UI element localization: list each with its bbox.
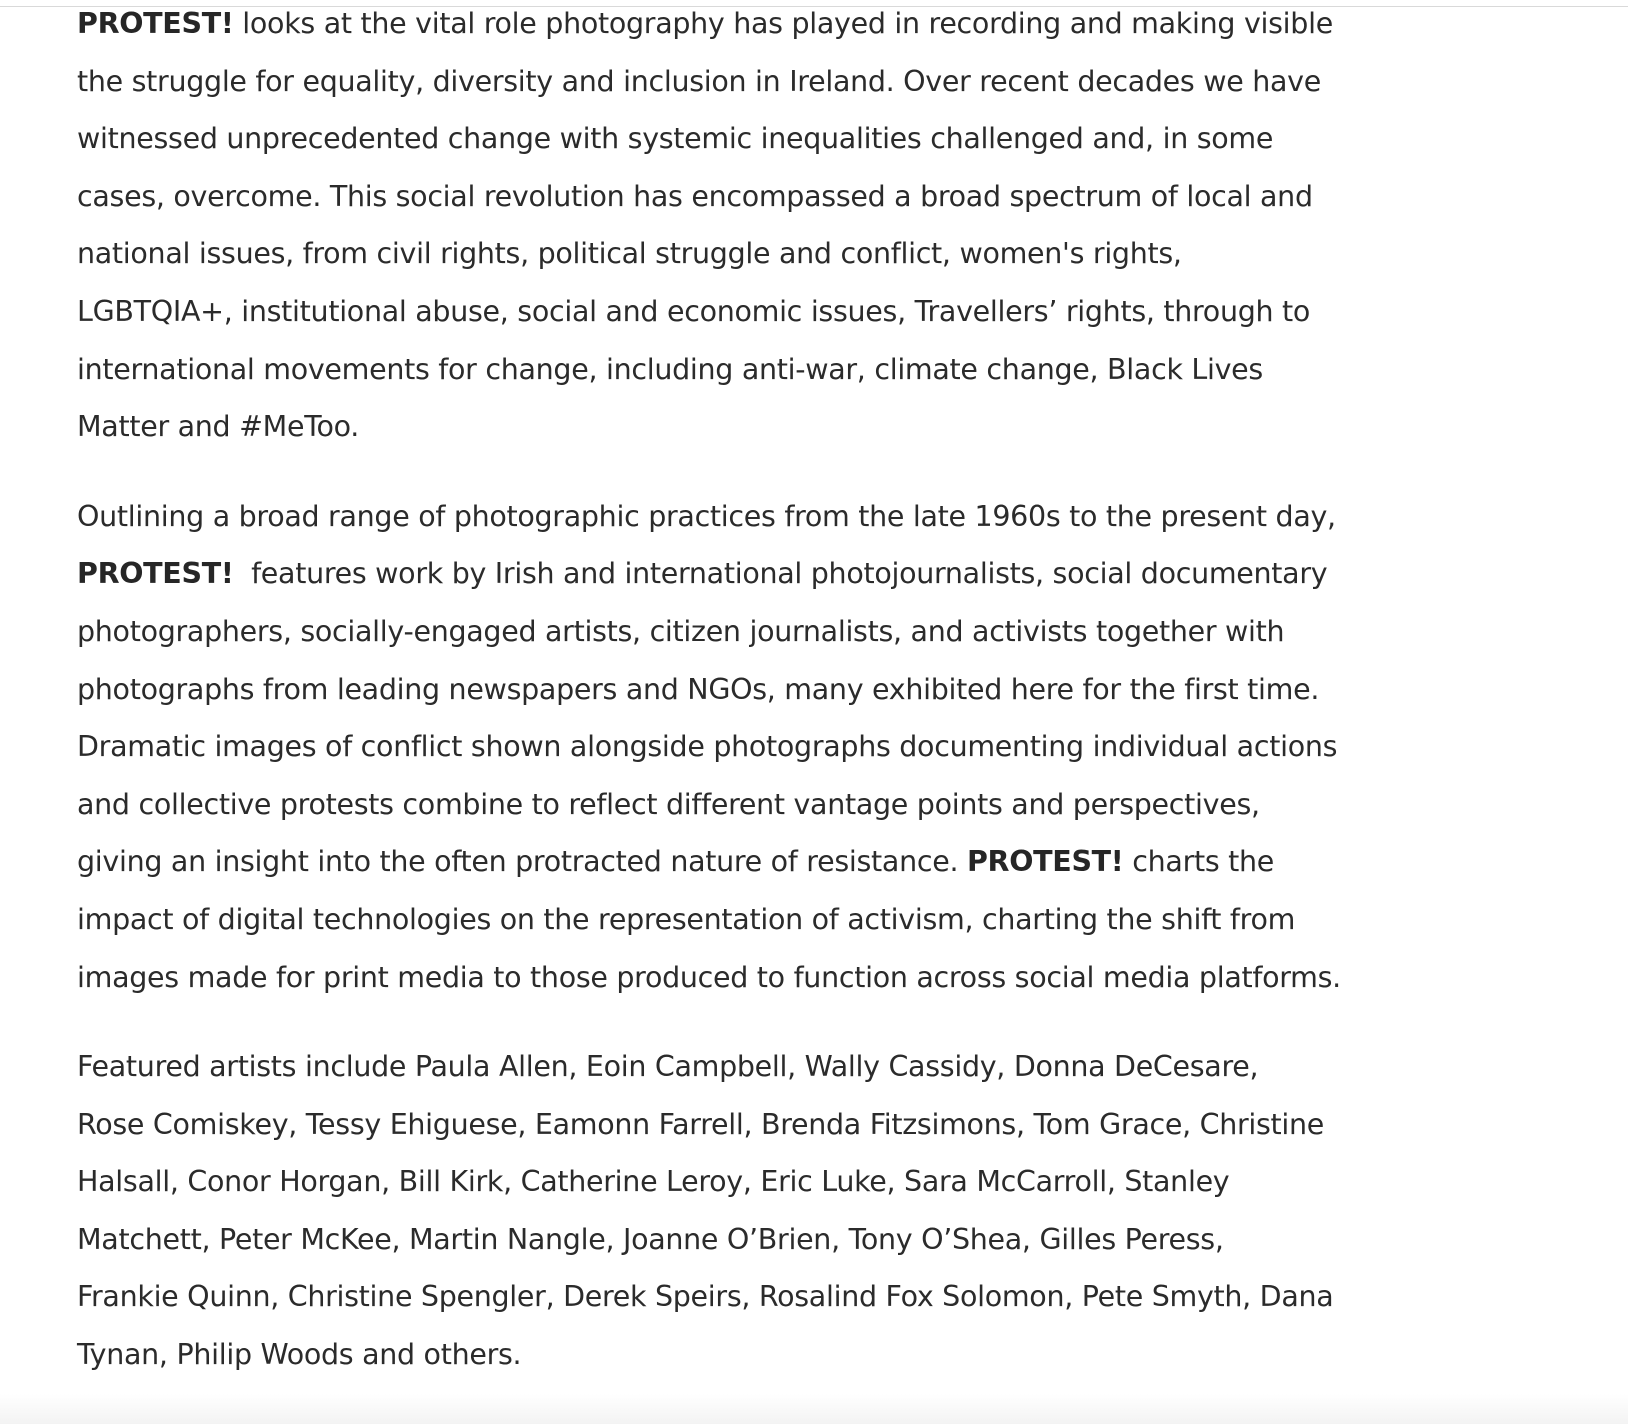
text-line: images made for print media to those produced to function across social media platforms. bbox=[77, 960, 1341, 994]
text-line: impact of digital technologies on the representation of activism, charting the shift from bbox=[77, 902, 1296, 936]
text-line: photographs from leading newspapers and NGOs, many exhibited here for the first time. bbox=[77, 672, 1320, 706]
featured-artists-paragraph bbox=[77, 1038, 1407, 1384]
protest-title-bold: PROTEST! bbox=[966, 845, 1124, 879]
bottom-edge-shadow bbox=[0, 1394, 1628, 1424]
text-line: Outlining a broad range of photographic practices from the late 1960s to the present day, bbox=[77, 499, 1336, 533]
text-line: PROTEST! looks at the vital role photography has played in recording and making visible bbox=[77, 7, 1333, 40]
text-line: LGBTQIA+, institutional abuse, social and economic issues, Travellers’ rights, through to bbox=[77, 294, 1311, 328]
text-line: cases, overcome. This social revolution has encompassed a broad spectrum of local and bbox=[77, 179, 1313, 213]
text-line: Halsall, Conor Horgan, Bill Kirk, Catherine Leroy, Eric Luke, Sara McCarroll, Stanley bbox=[77, 1165, 1230, 1199]
text-line: Matter and #MeToo. bbox=[77, 410, 359, 444]
text-line: Matchett, Peter McKee, Martin Nangle, Joanne O’Brien, Tony O’Shea, Gilles Peress, bbox=[77, 1222, 1224, 1256]
intro-paragraph bbox=[77, 0, 1407, 456]
text-line: Featured artists include Paula Allen, Eoin Campbell, Wally Cassidy, Donna DeCesare, bbox=[77, 1050, 1259, 1084]
text-line: witnessed unprecedented change with systemic inequalities challenged and, in some bbox=[77, 122, 1274, 156]
text-line: PROTEST! features work by Irish and international photojournalists, social documentary bbox=[77, 557, 1328, 591]
text-line: international movements for change, including anti-war, climate change, Black Lives bbox=[77, 352, 1263, 386]
text-line: giving an insight into the often protracted nature of resistance. PROTEST! charts the bbox=[77, 845, 1275, 879]
protest-title-bold: PROTEST! bbox=[77, 557, 234, 591]
text-line: photographers, socially-engaged artists, citizen journalists, and activists together with bbox=[77, 614, 1285, 648]
text-line: Frankie Quinn, Christine Spengler, Derek Speirs, Rosalind Fox Solomon, Pete Smyth, Dana bbox=[77, 1280, 1334, 1314]
text-line: Rose Comiskey, Tessy Ehiguese, Eamonn Farrell, Brenda Fitzsimons, Tom Grace, Christine bbox=[77, 1107, 1325, 1141]
article-body bbox=[77, 0, 1407, 1384]
protest-title-bold: PROTEST! bbox=[77, 7, 234, 40]
text-line: the struggle for equality, diversity and inclusion in Ireland. Over recent decades we have bbox=[77, 64, 1321, 98]
text-line: and collective protests combine to reflect different vantage points and perspectives, bbox=[77, 787, 1260, 821]
text-line: Dramatic images of conflict shown alongside photographs documenting individual actions bbox=[77, 730, 1338, 764]
text-line: national issues, from civil rights, political struggle and conflict, women's rights, bbox=[77, 237, 1182, 271]
practices-paragraph bbox=[77, 488, 1407, 1006]
text-line: Tynan, Philip Woods and others. bbox=[77, 1338, 522, 1372]
